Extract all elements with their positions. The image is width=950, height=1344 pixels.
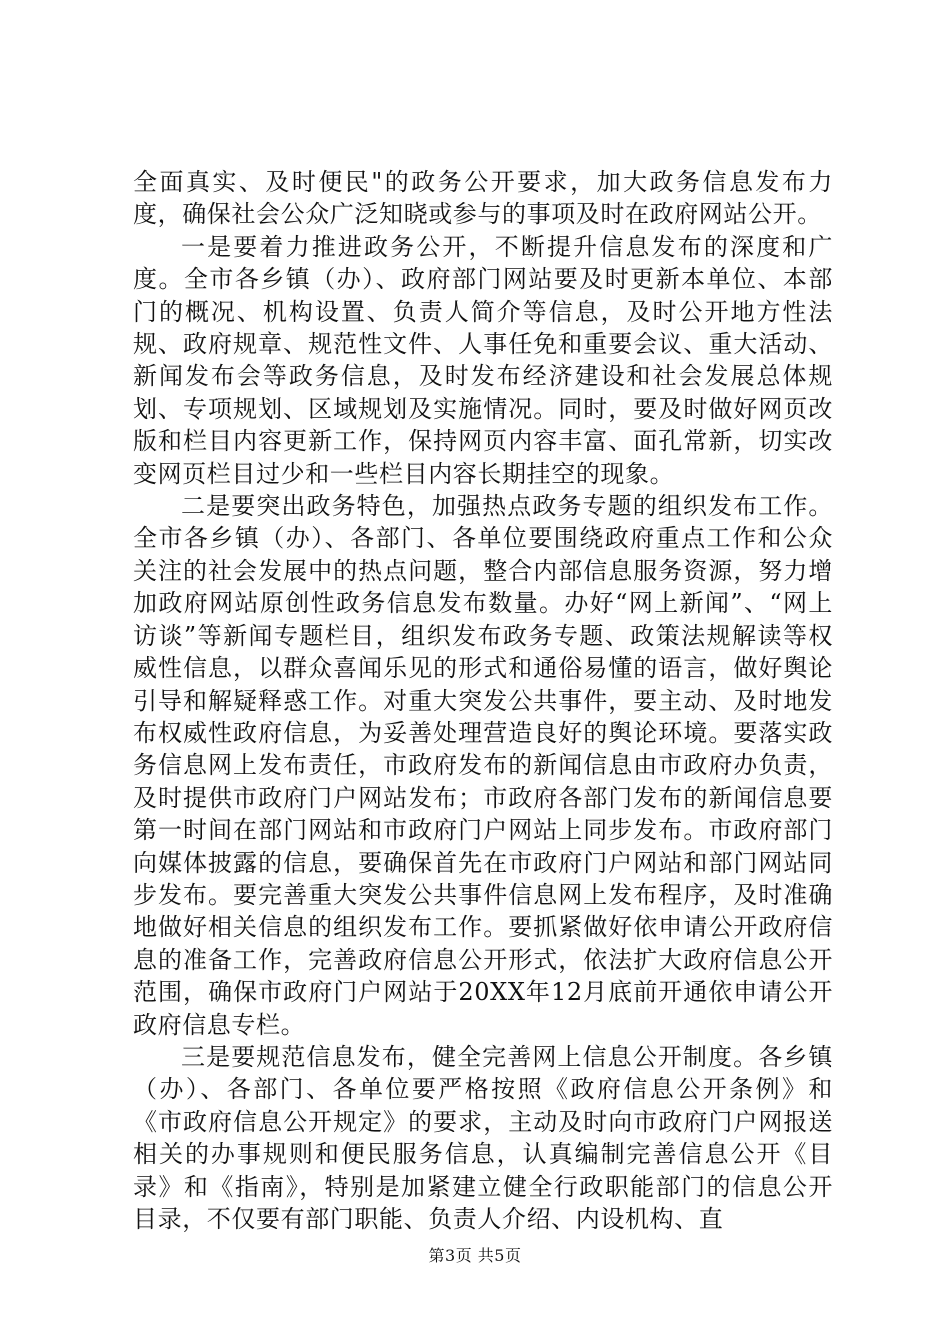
- page-number-footer: 第3页 共5页: [428, 1246, 522, 1265]
- document-body: [133, 166, 833, 1235]
- paragraph-point-two: 二是要突出政务特色，加强热点政务专题的组织发布工作。全市各乡镇（办）、各部门、各单位要围绕政府重点工作和公众关注的社会发展中的热点问题，整合内部信息服务资源，努力增加政府网站原创性政务信息发布数量。办好“网上新闻”、“网上访谈”等新闻专题栏目，组织发布政务专题、政策法规解读等权威性信息，以群众喜闻乐见的形式和通俗易懂的语言，做好舆论引导和解疑释惑工作。对重大突发公共事件，要主动、及时地发布权威性政府信息，为妥善处理营造良好的舆论环境。要落实政务信息网上发布责任，市政府发布的新闻信息由市政府办负责，及时提供市政府门户网站发布；市政府各部门发布的新闻信息要第一时间在部门网站和市政府门户网站上同步发布。市政府部门向媒体披露的信息，要确保首先在市政府门户网站和部门网站同步发布。要完善重大突发公共事件信息网上发布程序，及时准确地做好相关信息的组织发布工作。要抓紧做好依申请公开政府信息的准备工作，完善政府信息公开形式，依法扩大政府信息公开范围，确保市政府门户网站于20XX年12月底前开通依申请公开政府信息专栏。: [133, 492, 833, 1039]
- paragraph-continuation: 全面真实、及时便民"的政务公开要求，加大政务信息发布力度，确保社会公众广泛知晓或参与的事项及时在政府网站公开。: [133, 168, 833, 229]
- paragraph-point-one: 一是要着力推进政务公开，不断提升信息发布的深度和广度。全市各乡镇（办）、政府部门网站要及时更新本单位、本部门的概况、机构设置、负责人简介等信息，及时公开地方性法规、政府规章、规范性文件、人事任免和重要会议、重大活动、新闻发布会等政务信息，及时发布经济建设和社会发展总体规划、专项规划、区域规划及实施情况。同时，要及时做好网页改版和栏目内容更新工作，保持网页内容丰富、面孔常新，切实改变网页栏目过少和一些栏目内容长期挂空的现象。: [133, 232, 833, 488]
- paragraph-point-three: 三是要规范信息发布，健全完善网上信息公开制度。各乡镇（办）、各部门、各单位要严格按照《政府信息公开条例》和《市政府信息公开规定》的要求，主动及时向市政府门户网报送相关的办事规则和便民服务信息，认真编制完善信息公开《目录》和《指南》，特别是加紧建立健全行政职能部门的信息公开目录，不仅要有部门职能、负责人介绍、内设机构、直: [133, 1042, 833, 1233]
